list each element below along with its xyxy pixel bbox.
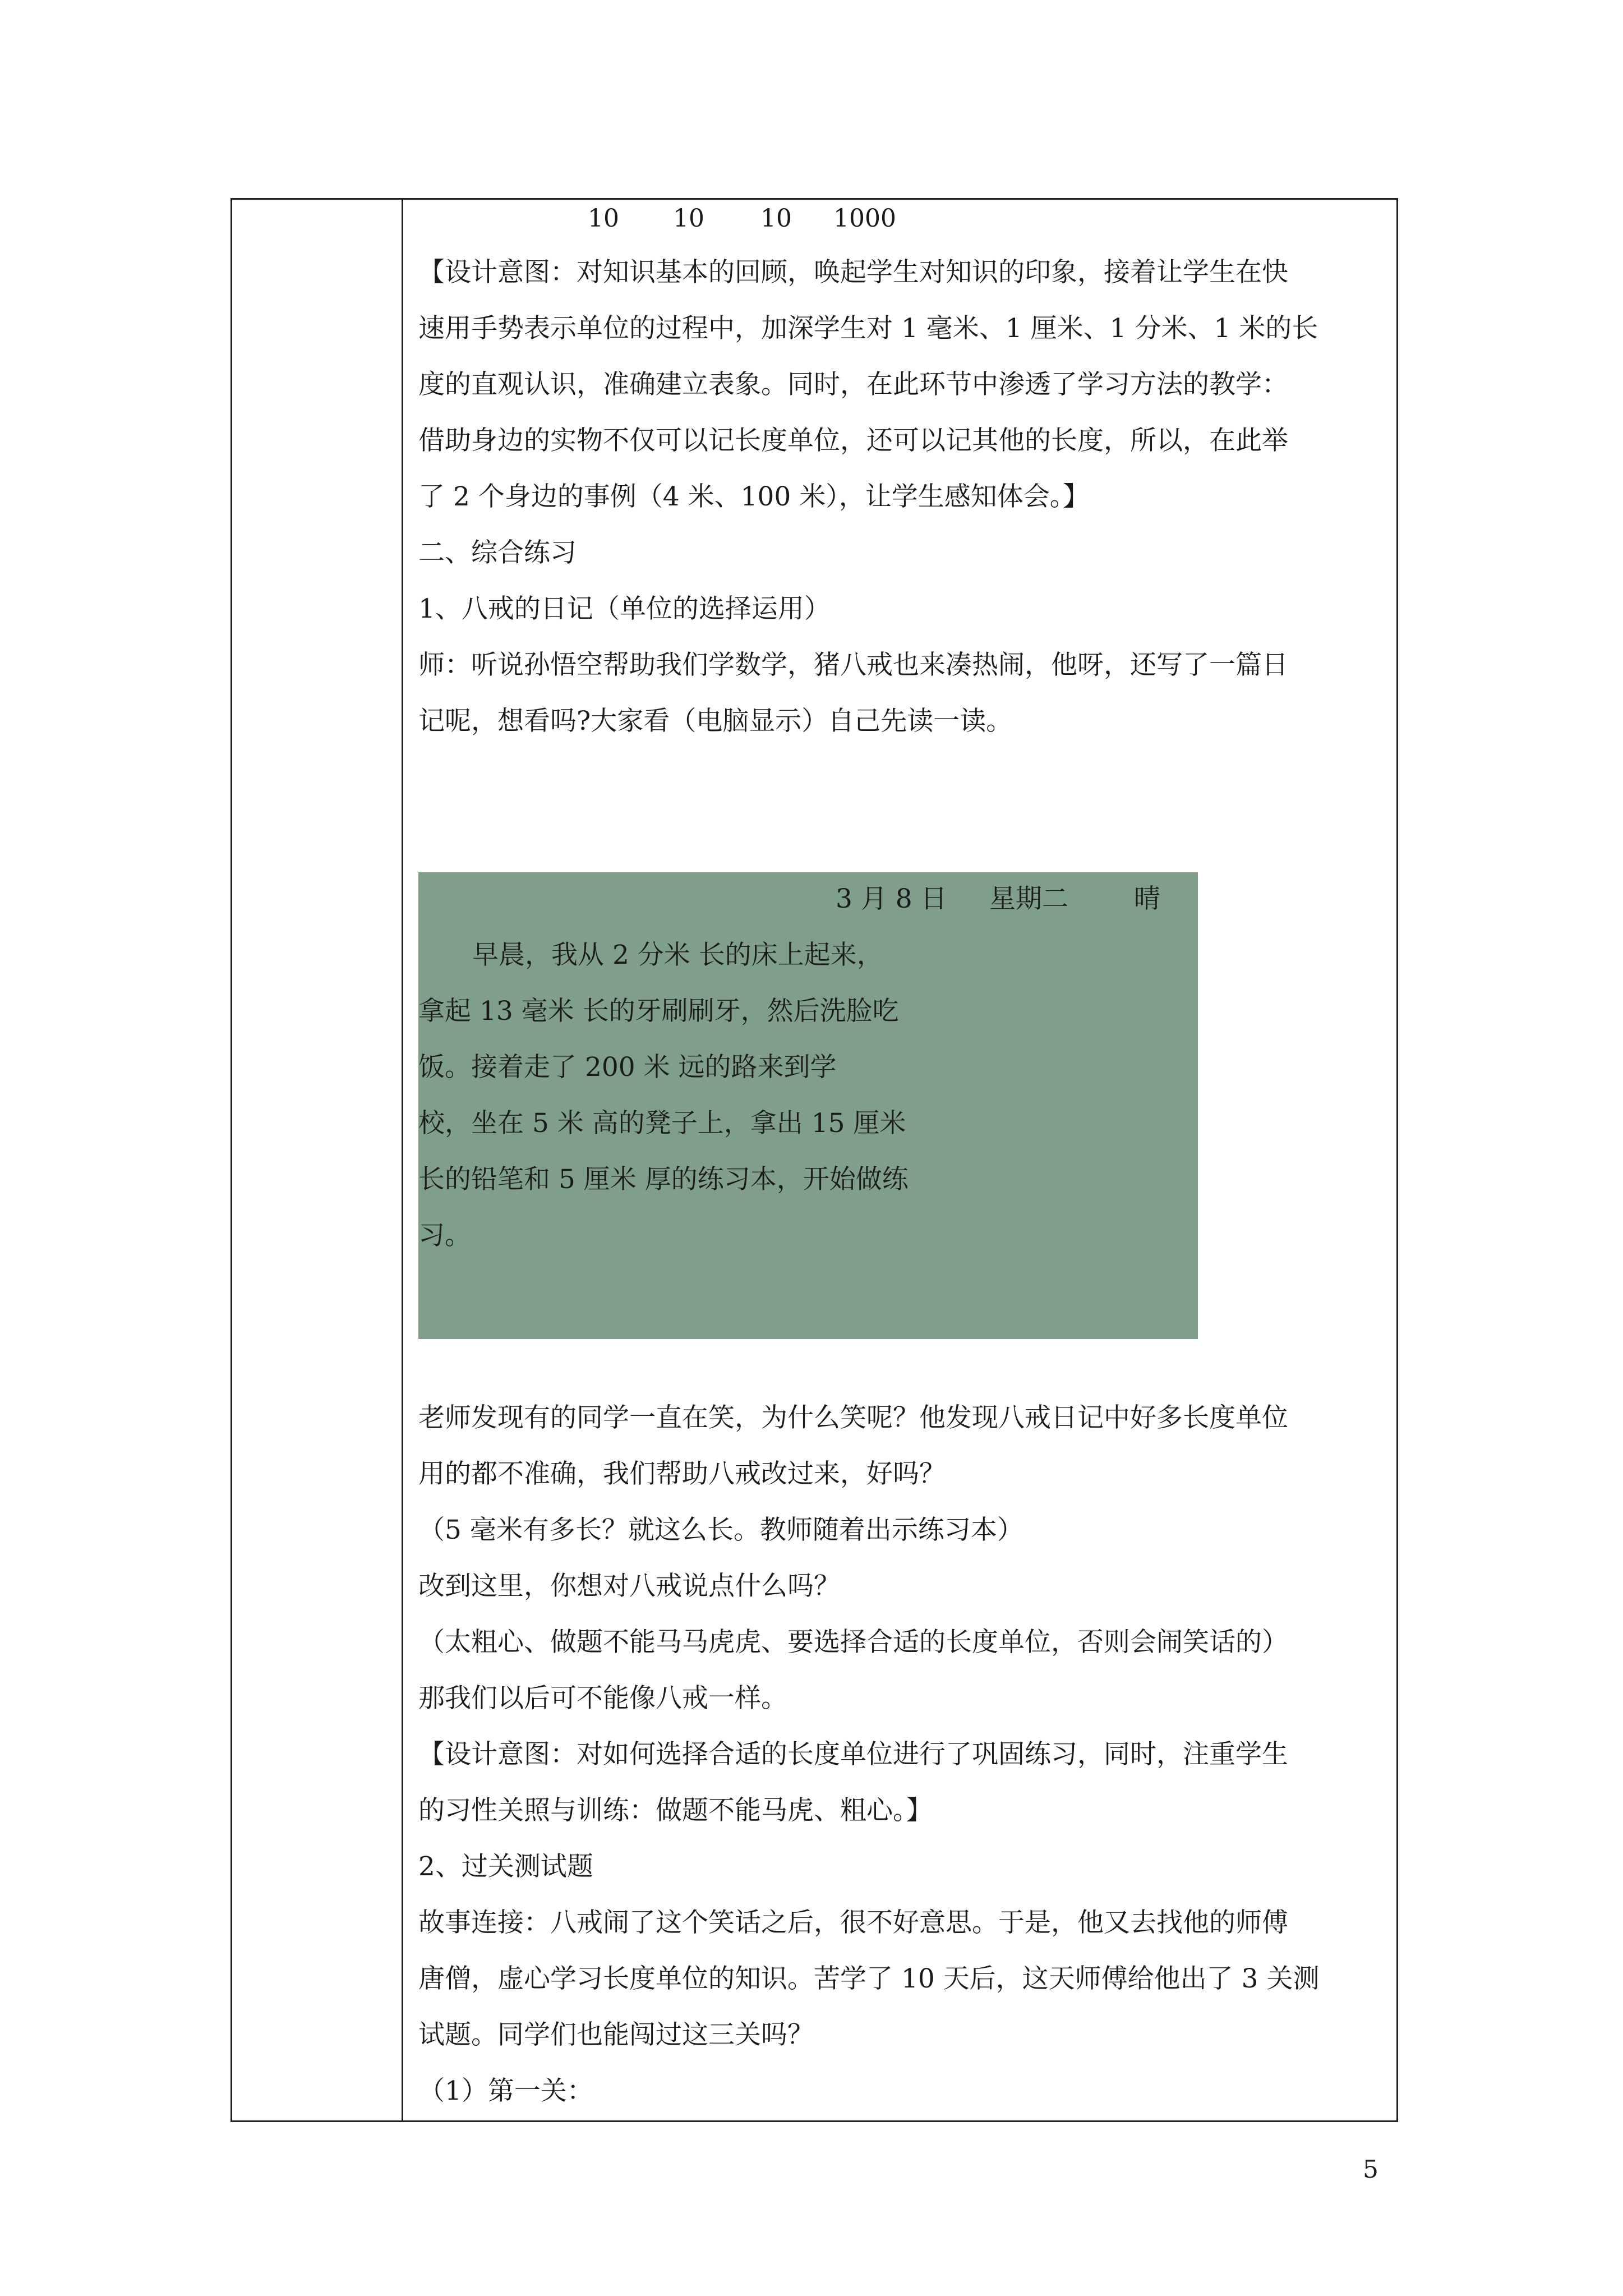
design-intent-text: 的习性关照与训练：做题不能马虎、粗心。】 xyxy=(418,1795,933,1826)
diary-line: 校，坐在 5 米 高的凳子上，拿出 15 厘米 xyxy=(418,1108,906,1139)
stage-direction: （5 毫米有多长？就这么长。教师随着出示练习本） xyxy=(418,1515,1023,1545)
diary-date: 3 月 8 日 xyxy=(836,884,947,914)
design-intent-text: 【设计意图：对知识基本的回顾，唤起学生对知识的印象，接着让学生在快 xyxy=(418,257,1288,288)
design-intent-text: 度的直观认识，准确建立表象。同时，在此环节中渗透了学习方法的教学： xyxy=(418,369,1288,400)
story-text: 试题。同学们也能闯过这三关吗？ xyxy=(418,2019,814,2050)
diary-weekday: 星期二 xyxy=(989,884,1068,914)
exercise-heading: 2、过关测试题 xyxy=(418,1851,593,1882)
conversion-factor: 10 xyxy=(588,204,619,233)
diary-box xyxy=(418,872,1198,1339)
teacher-speech: 老师发现有的同学一直在笑，为什么笑呢？他发现八戒日记中好多长度单位 xyxy=(418,1402,1288,1433)
table-column-divider xyxy=(402,198,403,2122)
design-intent-text: 了 2 个身边的事例（4 米、100 米），让学生感知体会。】 xyxy=(418,481,1090,512)
teacher-speech: 那我们以后可不能像八戒一样。 xyxy=(418,1683,787,1714)
design-intent-text: 速用手势表示单位的过程中，加深学生对 1 毫米、1 厘米、1 分米、1 米的长 xyxy=(418,313,1318,344)
diary-line: 习。 xyxy=(418,1220,471,1251)
diary-weather: 晴 xyxy=(1134,884,1160,914)
conversion-factor: 10 xyxy=(760,204,792,233)
diary-line: 早晨，我从 2 分米 长的床上起来， xyxy=(472,940,883,970)
student-response: （太粗心、做题不能马马虎虎、要选择合适的长度单位，否则会闹笑话的） xyxy=(418,1627,1288,1658)
diary-line: 拿起 13 毫米 长的牙刷刷牙，然后洗脸吃 xyxy=(418,996,899,1027)
teacher-speech: 用的都不准确，我们帮助八戒改过来，好吗？ xyxy=(418,1458,946,1489)
page-number: 5 xyxy=(1363,2155,1378,2184)
design-intent-text: 【设计意图：对如何选择合适的长度单位进行了巩固练习，同时，注重学生 xyxy=(418,1739,1288,1770)
conversion-factor: 10 xyxy=(673,204,704,233)
story-text: 故事连接：八戒闹了这个笑话之后，很不好意思。于是，他又去找他的师傅 xyxy=(418,1907,1288,1938)
exercise-heading: 1、八戒的日记（单位的选择运用） xyxy=(418,593,831,624)
section-heading: 二、综合练习 xyxy=(418,537,577,568)
diary-line: 饭。接着走了 200 米 远的路来到学 xyxy=(418,1052,837,1083)
story-text: 唐僧，虚心学习长度单位的知识。苦学了 10 天后，这天师傅给他出了 3 关测 xyxy=(418,1963,1320,1994)
teacher-speech: 记呢，想看吗?大家看（电脑显示）自己先读一读。 xyxy=(418,706,1013,737)
conversion-factor: 1000 xyxy=(833,204,896,233)
teacher-speech: 师：听说孙悟空帮助我们学数学，猪八戒也来凑热闹，他呀，还写了一篇日 xyxy=(418,650,1288,680)
design-intent-text: 借助身边的实物不仅可以记长度单位，还可以记其他的长度，所以，在此举 xyxy=(418,425,1288,456)
diary-line: 长的铅笔和 5 厘米 厚的练习本，开始做练 xyxy=(418,1164,909,1195)
level-heading: （1）第一关： xyxy=(418,2076,593,2106)
teacher-speech: 改到这里，你想对八戒说点什么吗？ xyxy=(418,1571,840,1602)
